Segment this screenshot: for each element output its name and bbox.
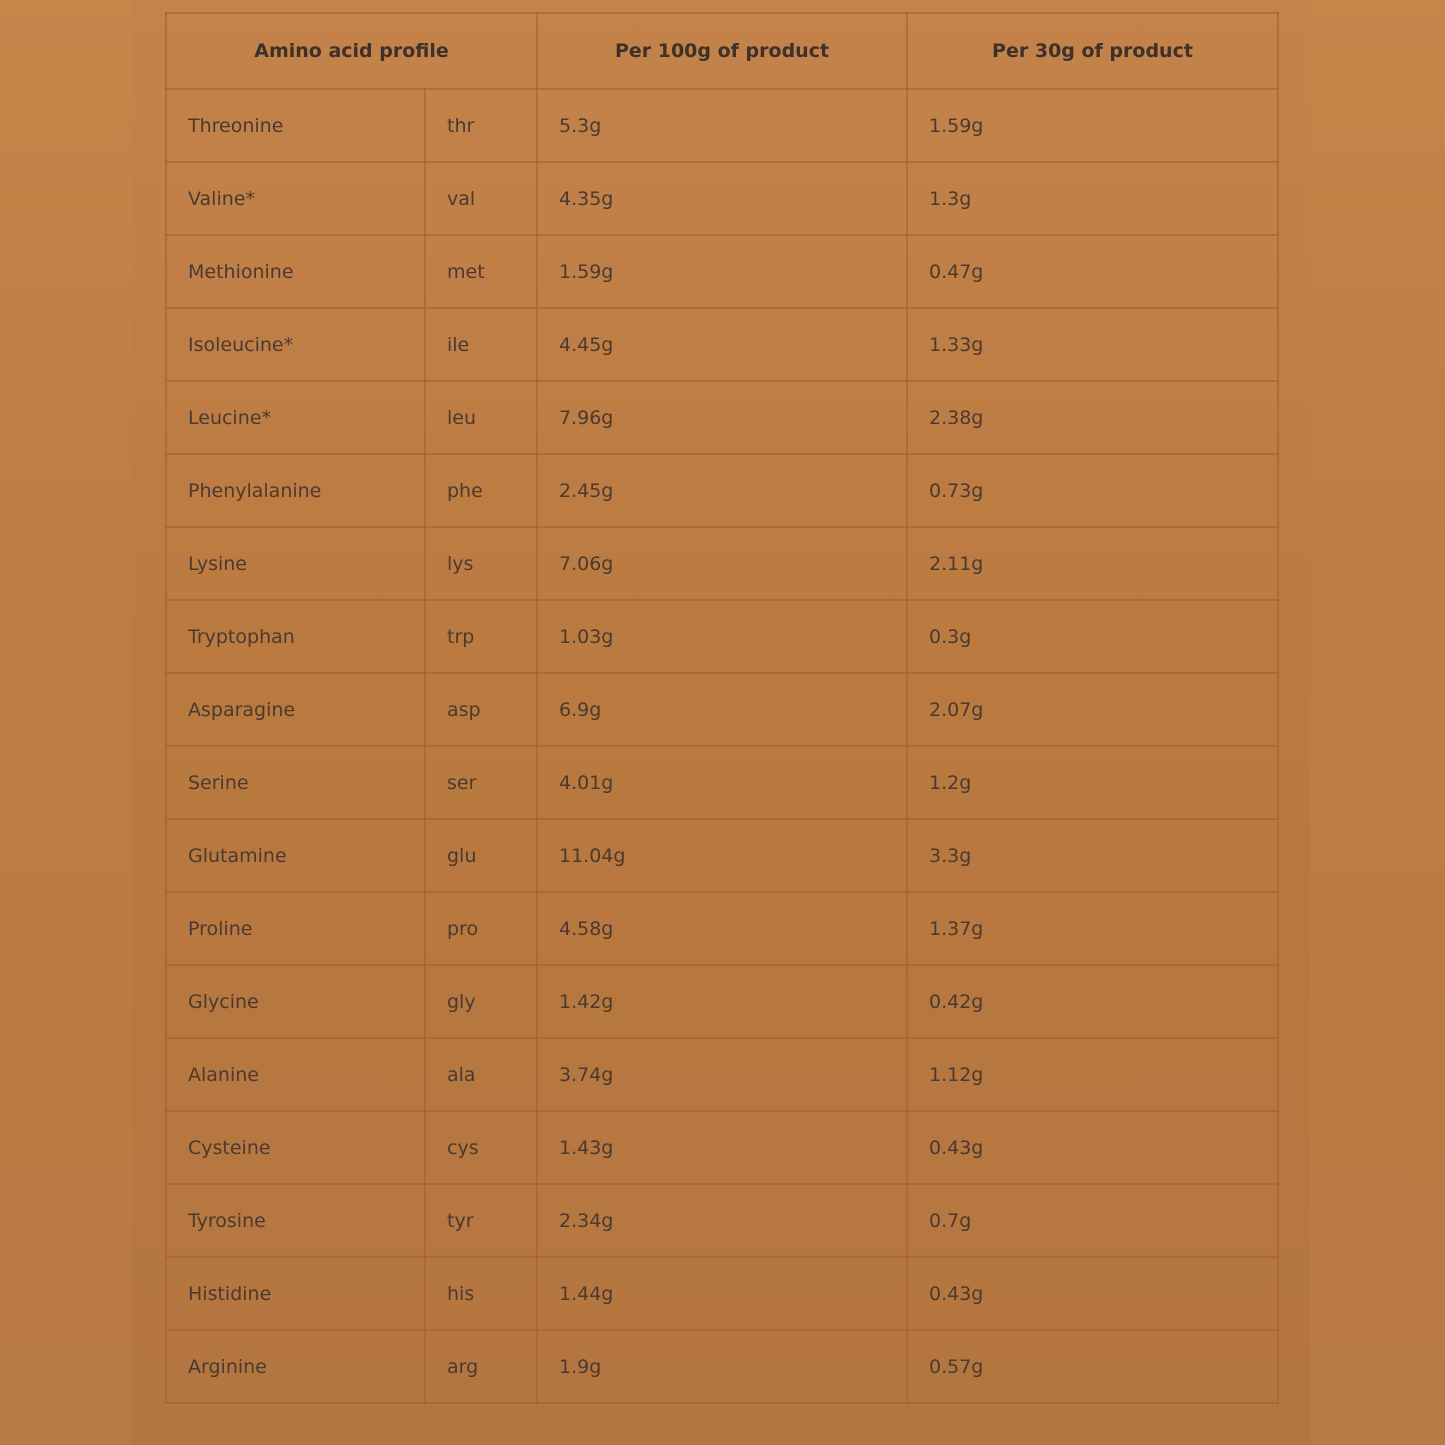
table-row [166, 235, 1278, 308]
table-row [166, 892, 1278, 965]
amino-acid-abbreviation: glu [425, 819, 537, 892]
amino-acid-name: Threonine [166, 89, 425, 162]
table-row [166, 1330, 1278, 1403]
amino-acid-name: Valine* [166, 162, 425, 235]
amount-per-100g: 4.01g [537, 746, 907, 819]
amount-per-30g: 2.07g [907, 673, 1278, 746]
amount-per-100g: 11.04g [537, 819, 907, 892]
amount-per-30g: 0.43g [907, 1111, 1278, 1184]
table-row [166, 1111, 1278, 1184]
amino-acid-table [165, 12, 1279, 1404]
amino-acid-abbreviation: ser [425, 746, 537, 819]
amount-per-30g: 0.43g [907, 1257, 1278, 1330]
table-row [166, 1184, 1278, 1257]
table-header-row [166, 13, 1278, 89]
amount-per-30g: 0.3g [907, 600, 1278, 673]
amount-per-100g: 7.96g [537, 381, 907, 454]
amount-per-30g: 2.11g [907, 527, 1278, 600]
amount-per-30g: 1.33g [907, 308, 1278, 381]
amino-acid-name: Asparagine [166, 673, 425, 746]
amino-acid-abbreviation: phe [425, 454, 537, 527]
amino-acid-name: Cysteine [166, 1111, 425, 1184]
amino-acid-abbreviation: arg [425, 1330, 537, 1403]
amount-per-100g: 2.34g [537, 1184, 907, 1257]
amount-per-100g: 1.42g [537, 965, 907, 1038]
amino-acid-abbreviation: met [425, 235, 537, 308]
amount-per-100g: 4.58g [537, 892, 907, 965]
amount-per-100g: 1.59g [537, 235, 907, 308]
amount-per-100g: 1.9g [537, 1330, 907, 1403]
amino-acid-abbreviation: asp [425, 673, 537, 746]
amino-acid-abbreviation: cys [425, 1111, 537, 1184]
amino-acid-name: Alanine [166, 1038, 425, 1111]
amount-per-100g: 4.45g [537, 308, 907, 381]
amount-per-30g: 1.37g [907, 892, 1278, 965]
header-amino-acid-profile: Amino acid profile [166, 13, 537, 89]
amino-acid-name: Tryptophan [166, 600, 425, 673]
amino-acid-abbreviation: leu [425, 381, 537, 454]
table-row [166, 1257, 1278, 1330]
amount-per-100g: 6.9g [537, 673, 907, 746]
table-row [166, 673, 1278, 746]
amount-per-30g: 1.2g [907, 746, 1278, 819]
table-row [166, 381, 1278, 454]
amino-acid-name: Methionine [166, 235, 425, 308]
amino-acid-name: Arginine [166, 1330, 425, 1403]
amount-per-30g: 0.73g [907, 454, 1278, 527]
amount-per-100g: 2.45g [537, 454, 907, 527]
amino-acid-name: Serine [166, 746, 425, 819]
table-row [166, 89, 1278, 162]
table-row [166, 1038, 1278, 1111]
amino-acid-abbreviation: thr [425, 89, 537, 162]
table-row [166, 819, 1278, 892]
amino-acid-abbreviation: his [425, 1257, 537, 1330]
table-row [166, 454, 1278, 527]
table-row [166, 527, 1278, 600]
amount-per-100g: 3.74g [537, 1038, 907, 1111]
table-row [166, 746, 1278, 819]
amino-acid-abbreviation: pro [425, 892, 537, 965]
amino-acid-abbreviation: ile [425, 308, 537, 381]
amino-acid-name: Tyrosine [166, 1184, 425, 1257]
table-row [166, 600, 1278, 673]
amount-per-30g: 0.7g [907, 1184, 1278, 1257]
amount-per-100g: 5.3g [537, 89, 907, 162]
amino-acid-name: Lysine [166, 527, 425, 600]
amount-per-100g: 7.06g [537, 527, 907, 600]
amount-per-100g: 1.44g [537, 1257, 907, 1330]
amino-acid-name: Histidine [166, 1257, 425, 1330]
amount-per-100g: 1.43g [537, 1111, 907, 1184]
table-row [166, 308, 1278, 381]
amount-per-30g: 1.12g [907, 1038, 1278, 1111]
table-row [166, 162, 1278, 235]
amount-per-30g: 0.47g [907, 235, 1278, 308]
amino-acid-name: Isoleucine* [166, 308, 425, 381]
amino-acid-abbreviation: val [425, 162, 537, 235]
amino-acid-name: Proline [166, 892, 425, 965]
amount-per-30g: 0.42g [907, 965, 1278, 1038]
table-row [166, 965, 1278, 1038]
amino-acid-name: Leucine* [166, 381, 425, 454]
amino-acid-name: Phenylalanine [166, 454, 425, 527]
amount-per-100g: 4.35g [537, 162, 907, 235]
amino-acid-abbreviation: gly [425, 965, 537, 1038]
header-per-100g: Per 100g of product [537, 13, 907, 89]
amount-per-30g: 1.3g [907, 162, 1278, 235]
amino-acid-abbreviation: ala [425, 1038, 537, 1111]
table-body [166, 89, 1278, 1403]
amount-per-30g: 3.3g [907, 819, 1278, 892]
amino-acid-name: Glycine [166, 965, 425, 1038]
amount-per-30g: 1.59g [907, 89, 1278, 162]
amino-acid-abbreviation: trp [425, 600, 537, 673]
amount-per-30g: 2.38g [907, 381, 1278, 454]
amino-acid-abbreviation: lys [425, 527, 537, 600]
header-per-30g: Per 30g of product [907, 13, 1278, 89]
amino-acid-name: Glutamine [166, 819, 425, 892]
amino-acid-abbreviation: tyr [425, 1184, 537, 1257]
amount-per-100g: 1.03g [537, 600, 907, 673]
amount-per-30g: 0.57g [907, 1330, 1278, 1403]
